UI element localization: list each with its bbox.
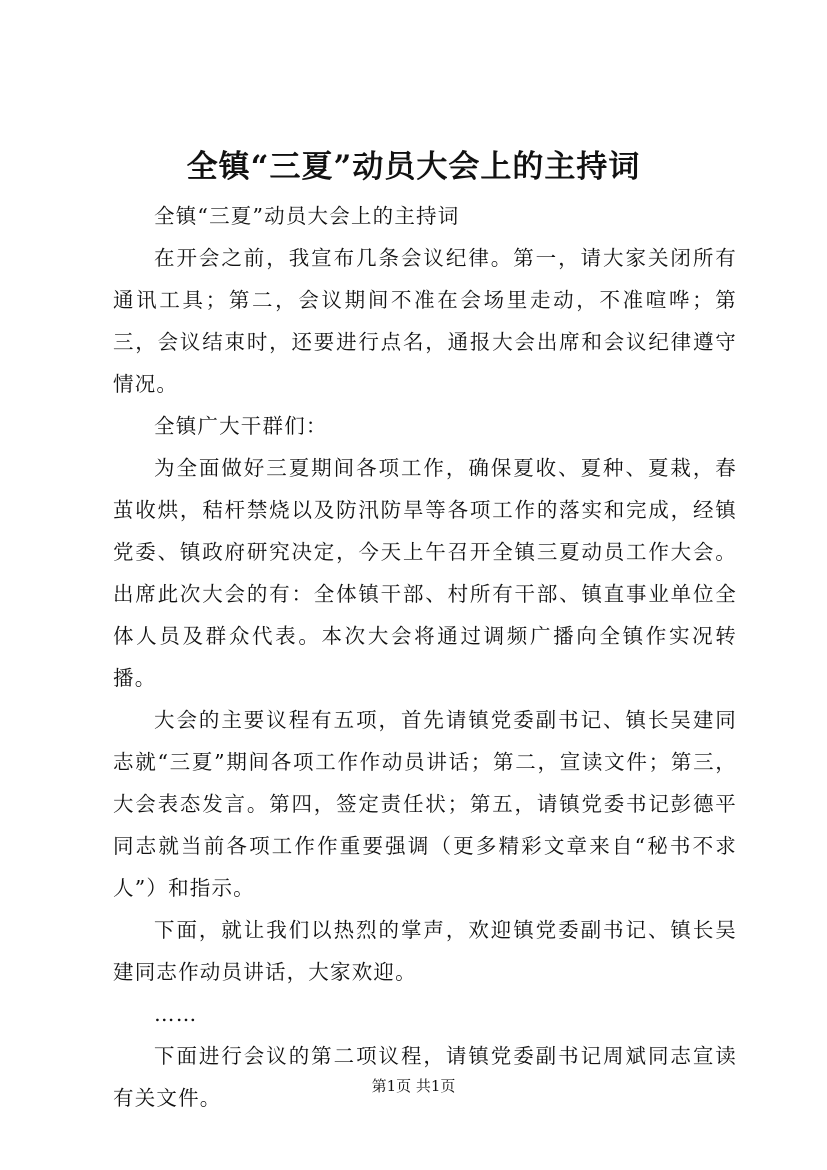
document-body	[113, 195, 737, 1119]
paragraph-welcome: 下面，就让我们以热烈的掌声，欢迎镇党委副书记、镇长吴建同志作动员讲话，大家欢迎。	[113, 918, 737, 984]
paragraph-subtitle: 全镇“三夏”动员大会上的主持词	[154, 204, 460, 228]
paragraph-discipline: 在开会之前，我宣布几条会议纪律。第一，请大家关闭所有通讯工具；第二，会议期间不准在会场里走动，不准喧哗；第三，会议结束时，还要进行点名，通报大会出席和会议纪律遵守情况。	[113, 246, 737, 396]
document-title: 全镇“三夏”动员大会上的主持词	[186, 149, 641, 185]
paragraph-second-agenda: 下面进行会议的第二项议程，请镇党委副书记周斌同志宣读有关文件。	[113, 1044, 737, 1110]
paragraph-greeting: 全镇广大干群们：	[154, 414, 328, 438]
page-footer: 第1页 共1页	[371, 1077, 456, 1095]
paragraph-agenda: 大会的主要议程有五项，首先请镇党委副书记、镇长吴建同志就“三夏”期间各项工作作动员讲话；第二，宣读文件；第三，大会表态发言。第四，签定责任状；第五，请镇党委书记彭德平同志就当前各项工作作重要强调（更多精彩文章来自“秘书不求人”）和指示。	[113, 708, 737, 900]
paragraph-purpose: 为全面做好三夏期间各项工作，确保夏收、夏种、夏栽，春茧收烘，秸杆禁烧以及防汛防旱等各项工作的落实和完成，经镇党委、镇政府研究决定，今天上午召开全镇三夏动员工作大会。出席此次大会的有：全体镇干部、村所有干部、镇直事业单位全体人员及群众代表。本次大会将通过调频广播向全镇作实况转播。	[113, 456, 737, 690]
paragraph-ellipsis: ……	[154, 1002, 198, 1026]
